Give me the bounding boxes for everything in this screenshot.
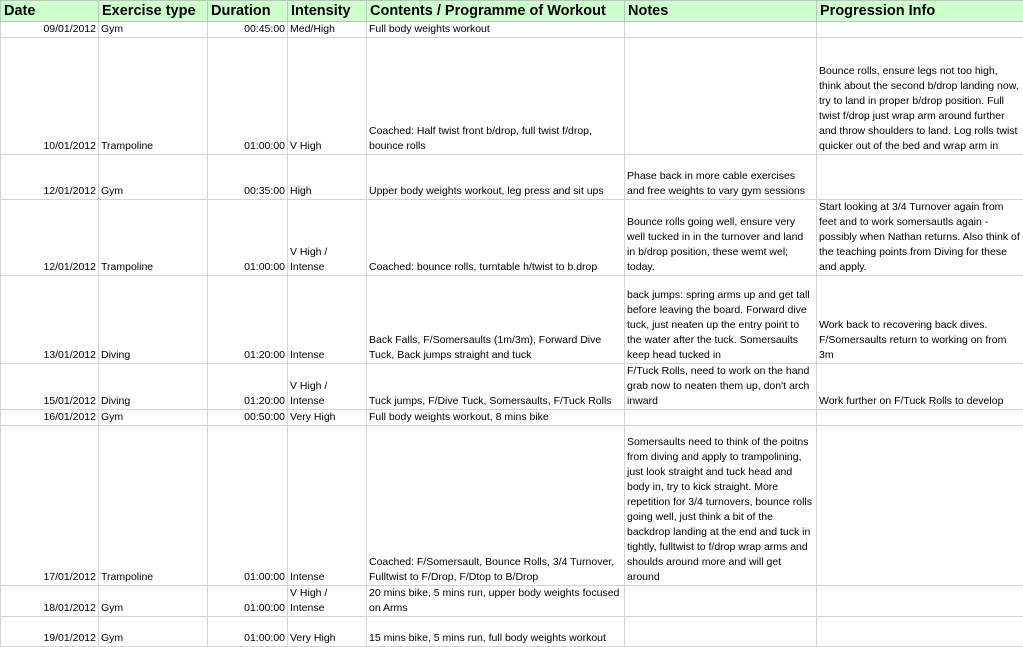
cell-contents[interactable]: Back Falls, F/Somersaults (1m/3m), Forward Dive Tuck, Back jumps straight and tuck <box>367 276 625 364</box>
cell-intensity[interactable]: Very High <box>288 617 367 647</box>
cell-date[interactable]: 18/01/2012 <box>1 586 99 617</box>
cell-exercise-type[interactable]: Trampoline <box>99 38 208 155</box>
cell-intensity[interactable]: Very High <box>288 410 367 426</box>
cell-duration[interactable]: 00:35:00 <box>208 155 288 200</box>
cell-progression[interactable] <box>817 586 1023 617</box>
cell-notes[interactable] <box>625 617 817 647</box>
cell-date[interactable]: 16/01/2012 <box>1 410 99 426</box>
cell-progression[interactable] <box>817 155 1023 200</box>
cell-notes[interactable]: Phase back in more cable exercises and free weights to vary gym sessions <box>625 155 817 200</box>
cell-duration[interactable]: 01:00:00 <box>208 426 288 586</box>
cell-contents[interactable]: Tuck jumps, F/Dive Tuck, Somersaults, F/Tuck Rolls <box>367 364 625 410</box>
cell-intensity[interactable]: High <box>288 155 367 200</box>
table-row <box>1 200 1023 276</box>
cell-contents[interactable]: Coached: bounce rolls, turntable h/twist to b.drop <box>367 200 625 276</box>
header-progression[interactable]: Progression Info <box>817 1 1023 22</box>
table-row <box>1 155 1023 200</box>
table-row <box>1 364 1023 410</box>
cell-date[interactable]: 09/01/2012 <box>1 22 99 38</box>
cell-duration[interactable]: 01:00:00 <box>208 38 288 155</box>
cell-contents[interactable]: Upper body weights workout, leg press and sit ups <box>367 155 625 200</box>
cell-duration[interactable]: 01:20:00 <box>208 276 288 364</box>
cell-date[interactable]: 19/01/2012 <box>1 617 99 647</box>
cell-intensity[interactable]: V High / Intense <box>288 364 367 410</box>
cell-progression[interactable] <box>817 617 1023 647</box>
table-row <box>1 617 1023 647</box>
cell-notes[interactable] <box>625 38 817 155</box>
cell-intensity[interactable]: Intense <box>288 276 367 364</box>
cell-progression[interactable]: Work further on F/Tuck Rolls to develop <box>817 364 1023 410</box>
cell-notes[interactable]: Somersaults need to think of the poitns from diving and apply to trampolining, just look straight and tuck head and body in, try to kick straight. More repetition for 3/4 turnovers, bounce rolls going well, just think a bit of the backdrop landing at the end and tuck in tightly, fulltwist to f/drop wrap arms and shoulds around more and will get around <box>625 426 817 586</box>
cell-intensity[interactable]: V High / Intense <box>288 200 367 276</box>
cell-notes[interactable] <box>625 410 817 426</box>
cell-notes[interactable]: Bounce rolls going well, ensure very well tucked in in the turnover and land in b/drop position, these wemt wel; today. <box>625 200 817 276</box>
cell-duration[interactable]: 01:20:00 <box>208 364 288 410</box>
cell-notes[interactable]: F/Tuck Rolls, need to work on the hand grab now to neaten them up, don't arch inward <box>625 364 817 410</box>
cell-contents[interactable]: Coached: F/Somersault, Bounce Rolls, 3/4 Turnover, Fulltwist to F/Drop, F/Dtop to B/Drop <box>367 426 625 586</box>
cell-progression[interactable]: Start looking at 3/4 Turnover again from feet and to work somersautls again - possibly when Nathan returns. Also think of the teaching points from Diving for these and apply. <box>817 200 1023 276</box>
cell-date[interactable]: 13/01/2012 <box>1 276 99 364</box>
cell-progression[interactable] <box>817 410 1023 426</box>
cell-intensity[interactable]: Med/High <box>288 22 367 38</box>
table-row <box>1 38 1023 155</box>
cell-exercise-type[interactable]: Gym <box>99 586 208 617</box>
cell-exercise-type[interactable]: Gym <box>99 155 208 200</box>
cell-notes[interactable] <box>625 22 817 38</box>
cell-date[interactable]: 12/01/2012 <box>1 200 99 276</box>
table-row <box>1 586 1023 617</box>
cell-duration[interactable]: 00:45:00 <box>208 22 288 38</box>
cell-exercise-type[interactable]: Trampoline <box>99 200 208 276</box>
cell-notes[interactable]: back jumps: spring arms up and get tall before leaving the board. Forward dive tuck, just neaten up the entry point to the water after the tuck. Somersaults keep head tucked in <box>625 276 817 364</box>
table-row <box>1 426 1023 586</box>
cell-contents[interactable]: Coached: Half twist front b/drop, full twist f/drop, bounce rolls <box>367 38 625 155</box>
cell-date[interactable]: 12/01/2012 <box>1 155 99 200</box>
cell-duration[interactable]: 01:00:00 <box>208 617 288 647</box>
cell-exercise-type[interactable]: Gym <box>99 617 208 647</box>
table-row <box>1 410 1023 426</box>
cell-exercise-type[interactable]: Diving <box>99 276 208 364</box>
cell-date[interactable]: 17/01/2012 <box>1 426 99 586</box>
cell-progression[interactable] <box>817 426 1023 586</box>
cell-exercise-type[interactable]: Gym <box>99 410 208 426</box>
cell-intensity[interactable]: Intense <box>288 426 367 586</box>
header-contents[interactable]: Contents / Programme of Workout <box>367 1 625 22</box>
cell-duration[interactable]: 01:00:00 <box>208 200 288 276</box>
cell-duration[interactable]: 01:00:00 <box>208 586 288 617</box>
cell-contents[interactable]: 15 mins bike, 5 mins run, full body weights workout <box>367 617 625 647</box>
cell-duration[interactable]: 00:50:00 <box>208 410 288 426</box>
cell-progression[interactable]: Work back to recovering back dives. F/Somersaults return to working on from 3m <box>817 276 1023 364</box>
cell-intensity[interactable]: V High <box>288 38 367 155</box>
table-row <box>1 276 1023 364</box>
header-exercise-type[interactable]: Exercise type <box>99 1 208 22</box>
cell-contents[interactable]: 20 mins bike, 5 mins run, upper body weights focused on Arms <box>367 586 625 617</box>
header-intensity[interactable]: Intensity <box>288 1 367 22</box>
cell-date[interactable]: 15/01/2012 <box>1 364 99 410</box>
header-duration[interactable]: Duration <box>208 1 288 22</box>
cell-exercise-type[interactable]: Trampoline <box>99 426 208 586</box>
cell-progression[interactable] <box>817 22 1023 38</box>
cell-notes[interactable] <box>625 586 817 617</box>
cell-date[interactable]: 10/01/2012 <box>1 38 99 155</box>
cell-contents[interactable]: Full body weights workout, 8 mins bike <box>367 410 625 426</box>
cell-intensity[interactable]: V High / Intense <box>288 586 367 617</box>
cell-progression[interactable]: Bounce rolls, ensure legs not too high, think about the second b/drop landing now, try to land in proper b/drop position. Full twist f/drop just wrap arm around further and throw shoulders to land. Log rolls twist quicker out of the bed and wrap arm in <box>817 38 1023 155</box>
header-row <box>1 1 1023 22</box>
table-row <box>1 22 1023 38</box>
header-notes[interactable]: Notes <box>625 1 817 22</box>
cell-exercise-type[interactable]: Gym <box>99 22 208 38</box>
cell-exercise-type[interactable]: Diving <box>99 364 208 410</box>
cell-contents[interactable]: Full body weights workout <box>367 22 625 38</box>
header-date[interactable]: Date <box>1 1 99 22</box>
